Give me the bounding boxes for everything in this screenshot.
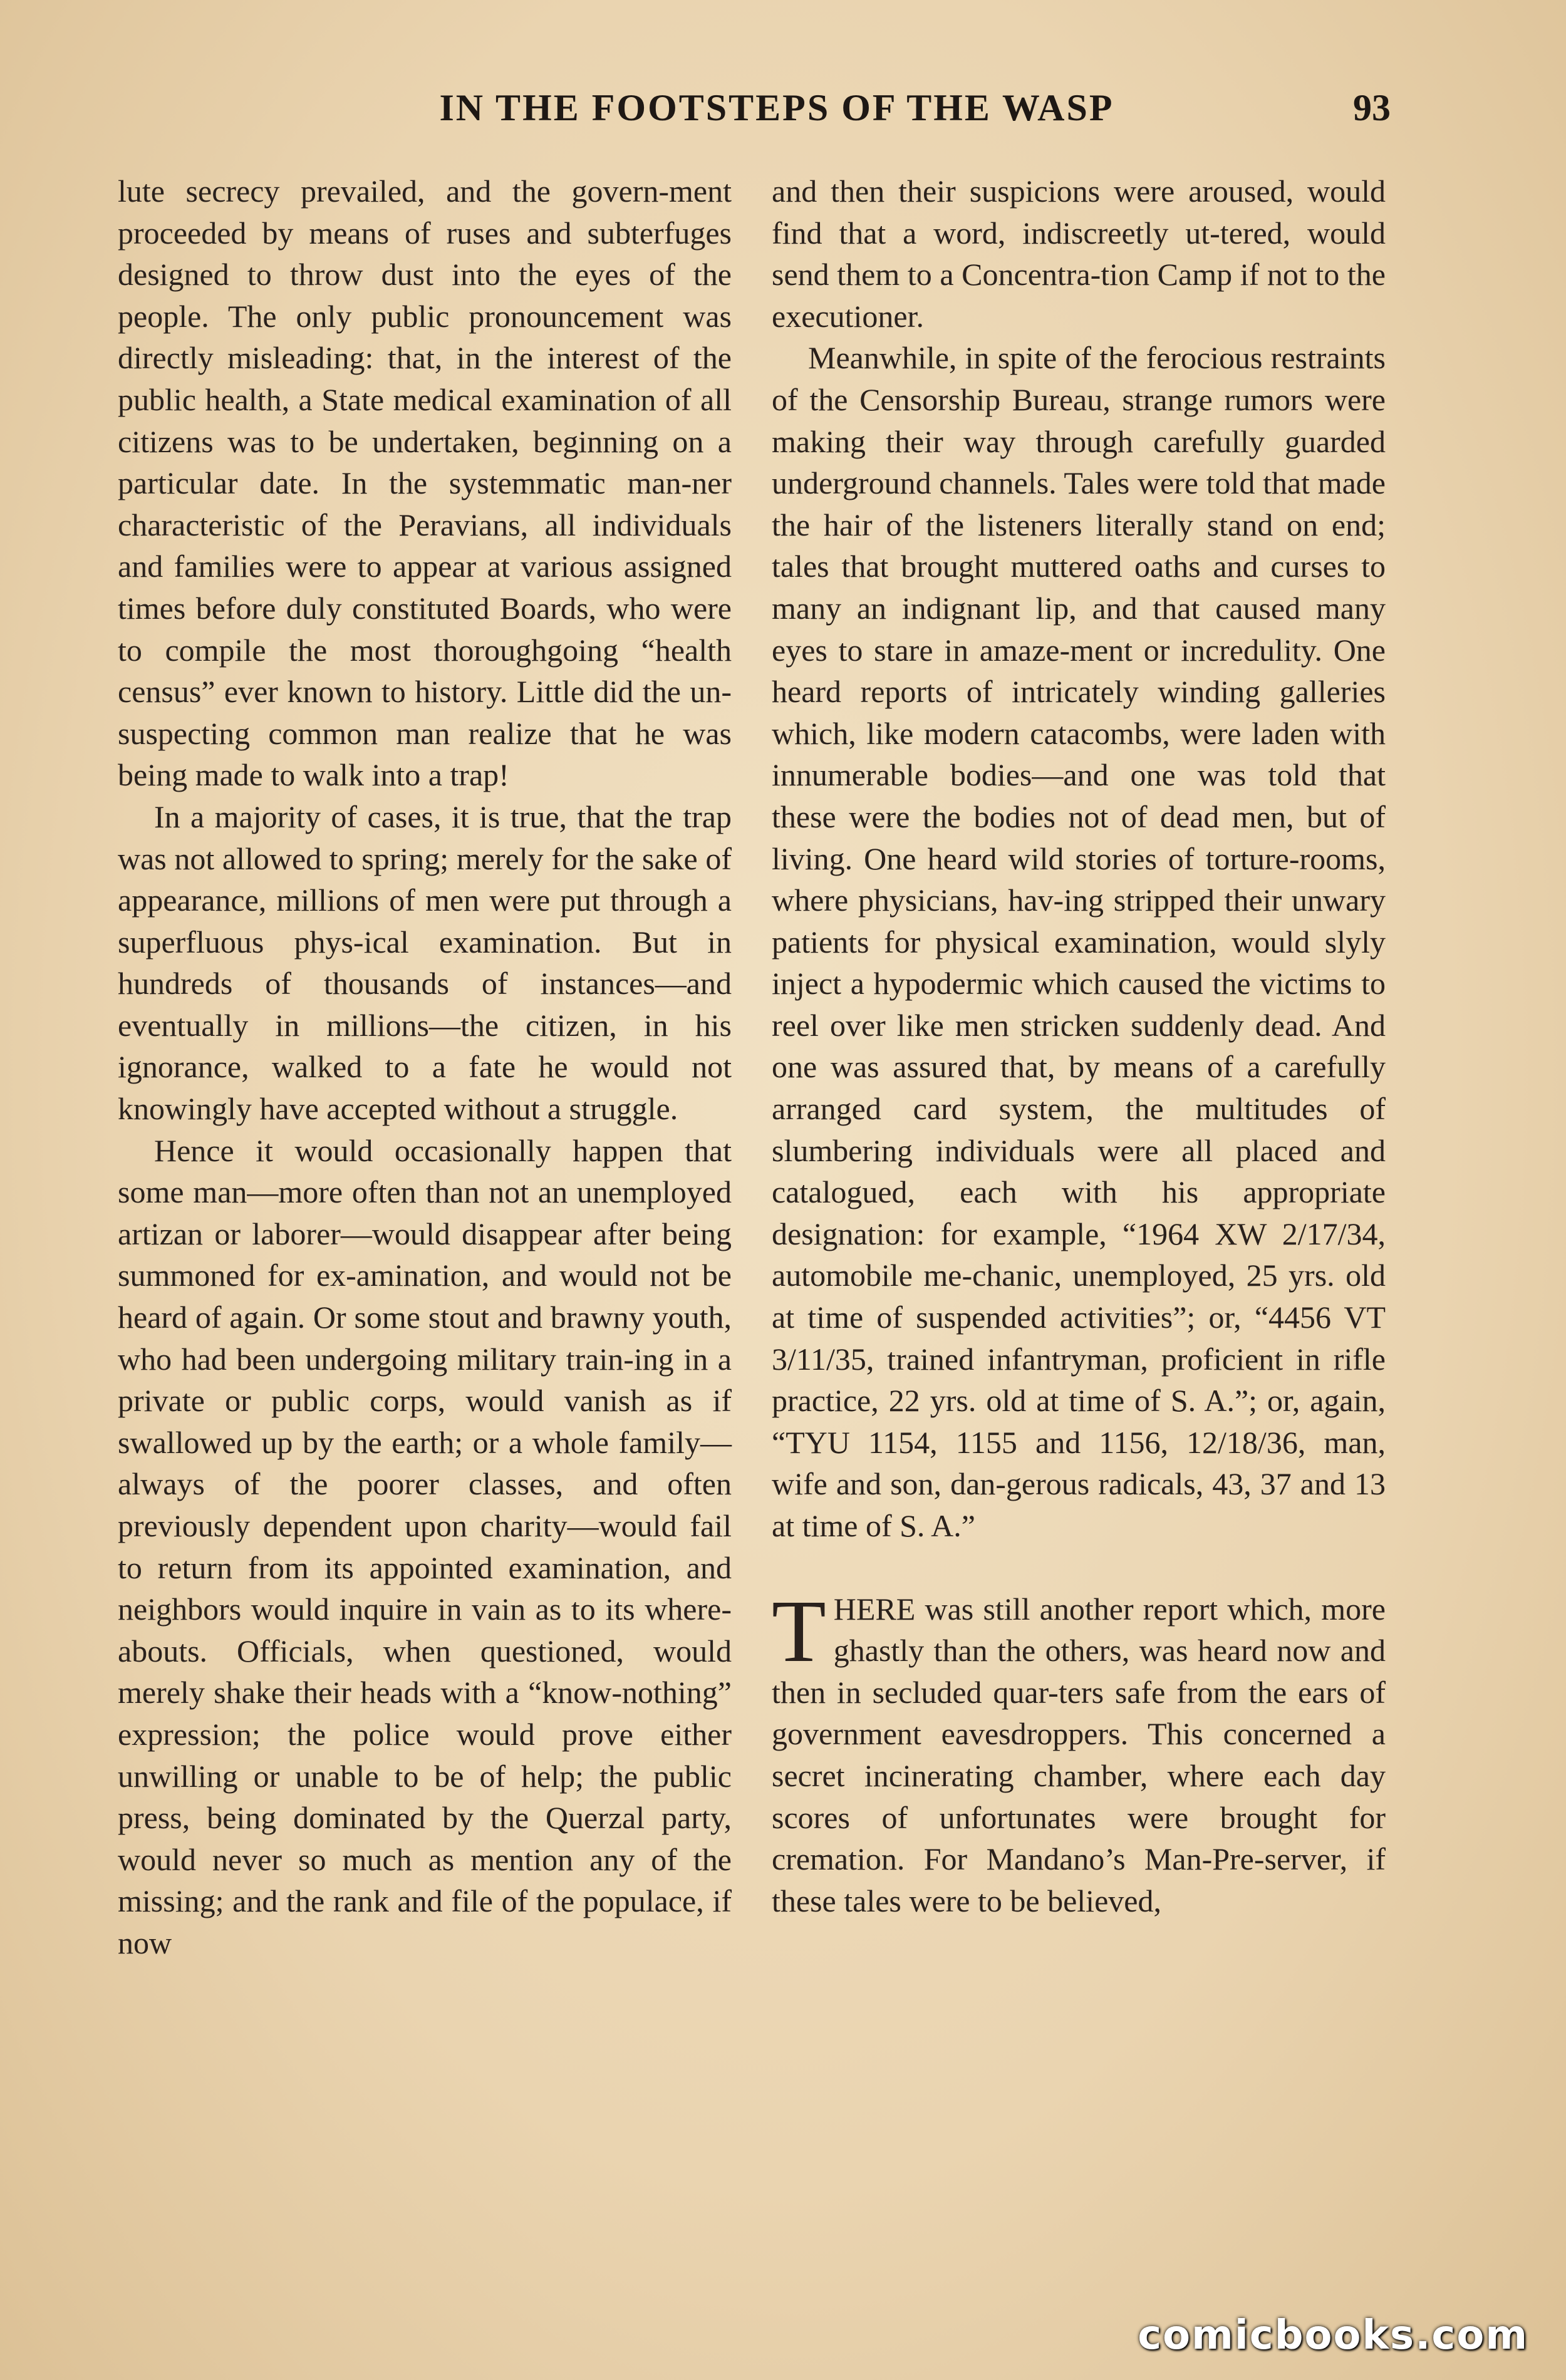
drop-cap: T <box>772 1581 826 1680</box>
right-column <box>772 170 1386 1922</box>
paragraph: and then their suspicions were aroused, would find that a word, indiscreetly ut-tered, would send them to a Concentra-tion Camp if not to the executioner. <box>772 173 1386 334</box>
watermark: comicbooks.com <box>1138 2312 1528 2359</box>
section-paragraph <box>772 1581 1386 1922</box>
paragraph: In a majority of cases, it is true, that the trap was not allowed to spring; merely for the sake of appearance, millions of men were put through a superfluous phys-ical examination. But in hundreds of thousands of instances—and eventually in millions—the citizen, in his ignorance, walked to a fate he would not knowingly have accepted without a struggle. <box>118 799 732 1127</box>
page-number: 93 <box>1353 87 1391 128</box>
left-column <box>118 170 732 1964</box>
paragraph: lute secrecy prevailed, and the govern-ment proceeded by means of ruses and subterfuges designed to throw dust into the eyes of the people. The only public pronouncement was directly misleading: that, in the interest of the public health, a State medical examination of all citizens was to be undertaken, beginning on a particular date. In the systemmatic man-ner characteristic of the Peravians, all individuals and families were to appear at various assigned times before duly constituted Boards, who were to compile the most thoroughgoing “health census” ever known to history. Little did the un-suspecting common man realize that he was being made to walk into a trap! <box>118 173 732 793</box>
section-text: HERE was still another report which, more ghastly than the others, was heard now and then in secluded quar-ters safe from the ears of government eavesdroppers. This concerned a secret incinerating chamber, where each day scores of unfortunates were brought for cremation. For Mandano’s Man-Pre-server, if these tales were to be believed, <box>772 1591 1386 1918</box>
running-header: IN THE FOOTSTEPS OF THE WASP <box>439 87 1114 128</box>
paragraph: Meanwhile, in spite of the ferocious restraints of the Censorship Bureau, strange rumors were making their way through carefully guarded underground channels. Tales were told that made the hair of the listeners literally stand on end; tales that brought muttered oaths and curses to many an indignant lip, and that caused many eyes to stare in amaze-ment or incredulity. One heard reports of intricately winding galleries which, like modern catacombs, were laden with innumerable bodies—and one was told that these were the bodies not of dead men, but of living. One heard wild stories of torture-rooms, where physicians, hav-ing stripped their unwary patients for physical examination, would slyly inject a hypodermic which caused the victims to reel over like men stricken suddenly dead. And one was assured that, by means of a carefully arranged card system, the multitudes of slumbering individuals were all placed and catalogued, each with his appropriate designation: for example, “1964 XW 2/17/34, automobile me-chanic, unemployed, 25 yrs. old at time of suspended activities”; or, “4456 VT 3/11/35, trained infantryman, proficient in rifle practice, 22 yrs. old at time of S. A.”; or, again, “TYU 1154, 1155 and 1156, 12/18/36, man, wife and son, dan-gerous radicals, 43, 37 and 13 at time of S. A.” <box>772 340 1386 1543</box>
paragraph: Hence it would occasionally happen that some man—more often than not an unemployed artizan or laborer—would disappear after being summoned for ex-amination, and would not be heard of again. Or some stout and brawny youth, who had been undergoing military train-ing in a private or public corps, would vanish as if swallowed up by the earth; or a whole family—always of the poorer classes, and often previously dependent upon charity—would fail to return from its appointed examination, and neighbors would inquire in vain as to its where-abouts. Officials, when questioned, would merely shake their heads with a “know-nothing” expression; the police would prove either unwilling or unable to be of help; the public press, being dominated by the Querzal party, would never so much as mention any of the missing; and the rank and file of the populace, if now <box>118 1132 732 1960</box>
section-break <box>772 1547 1386 1588</box>
